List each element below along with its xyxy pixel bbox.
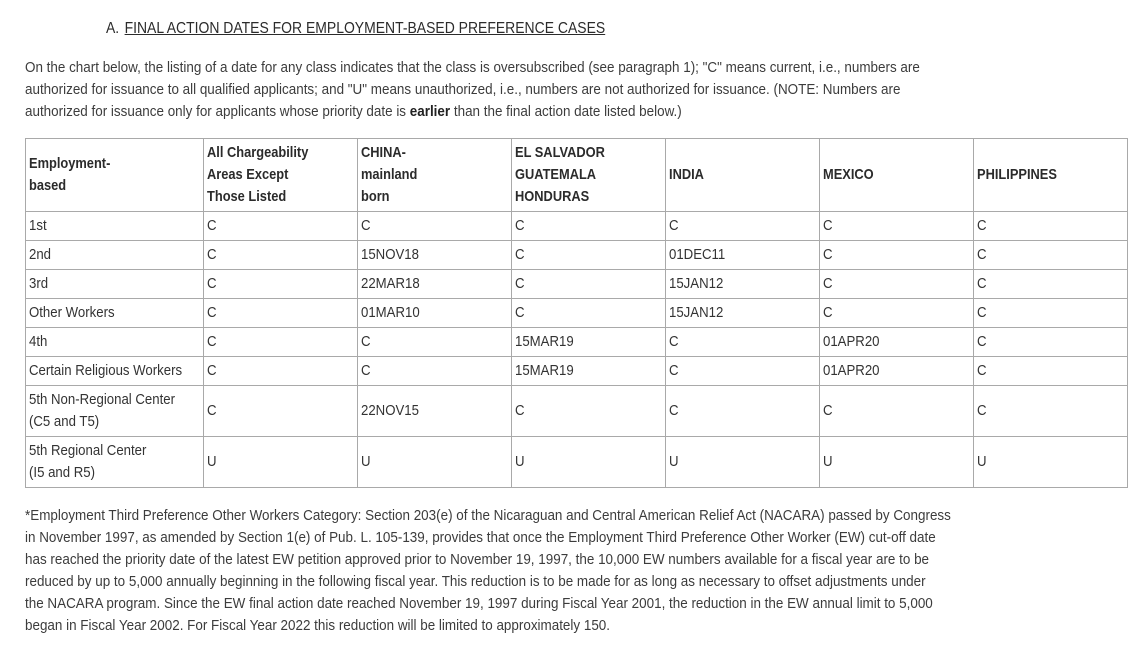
date-cell (819, 212, 973, 241)
date-value: 01MAR10 (360, 304, 420, 321)
column-header (357, 139, 511, 212)
date-value: C (206, 362, 217, 379)
date-cell (665, 437, 819, 488)
date-cell (357, 270, 511, 299)
date-cell (203, 241, 357, 270)
date-value: C (206, 246, 217, 263)
date-cell (819, 328, 973, 357)
date-value: C (822, 304, 833, 321)
date-cell (511, 328, 665, 357)
date-cell (511, 241, 665, 270)
intro-emphasis: earlier (409, 103, 451, 120)
date-cell (357, 386, 511, 437)
date-cell (819, 357, 973, 386)
column-header (973, 139, 1127, 212)
date-cell (357, 212, 511, 241)
date-cell (511, 357, 665, 386)
date-cell (665, 212, 819, 241)
date-cell (357, 241, 511, 270)
footnote-paragraph (25, 505, 999, 637)
row-category-label: 5th Regional Center (I5 and R5) (29, 442, 147, 481)
row-category-label: 5th Non-Regional Center (C5 and T5) (29, 391, 176, 430)
date-value: C (822, 217, 833, 234)
footnote-line: *Employment Third Preference Other Workers Category: Section 203(e) of the Nicaraguan and Central American Relief Act (NACARA) passed by Congress (25, 507, 951, 524)
date-cell (819, 270, 973, 299)
date-value: C (206, 333, 217, 350)
date-cell (511, 299, 665, 328)
intro-line (25, 101, 981, 123)
date-cell (973, 328, 1127, 357)
table-row (26, 241, 1128, 270)
table-row (26, 299, 1128, 328)
date-value: C (822, 402, 833, 419)
column-header-label: CHINA- mainland born (360, 145, 418, 205)
column-header-label: INDIA (668, 167, 704, 183)
section-heading (106, 20, 605, 38)
footnote-line: began in Fiscal Year 2002. For Fiscal Year 2022 this reduction will be limited to approximately 150. (25, 617, 611, 634)
date-cell (203, 357, 357, 386)
section-letter: A. (106, 20, 120, 37)
date-value: 01APR20 (822, 362, 880, 379)
intro-line: authorized for issuance to all qualified applicants; and "U" means unauthorized, i.e., numbers are not authorized for issuance. (NOTE: Numbers are (25, 81, 901, 98)
final-action-dates-table (25, 138, 1128, 488)
date-value: C (360, 217, 371, 234)
date-value: C (206, 217, 217, 234)
table-row (26, 386, 1128, 437)
footnote-line: in November 1997, as amended by Section 1(e) of Pub. L. 105-139, provides that once the Employment Third Preference Other Worker (EW) cut-off date (25, 529, 936, 546)
column-header (203, 139, 357, 212)
intro-line: On the chart below, the listing of a date for any class indicates that the class is oversubscribed (see paragraph 1); "C" means current, i.e., numbers are (25, 59, 920, 76)
date-value: 15JAN12 (668, 304, 724, 321)
column-header-label: MEXICO (822, 167, 874, 183)
date-value: U (206, 453, 217, 470)
row-category-cell (26, 212, 204, 241)
date-cell (511, 270, 665, 299)
table-body (26, 212, 1128, 488)
date-value: C (206, 275, 217, 292)
date-cell (665, 241, 819, 270)
row-category-label: Other Workers (29, 304, 115, 321)
date-value: C (206, 402, 217, 419)
date-cell (203, 299, 357, 328)
date-value: C (668, 402, 679, 419)
date-cell (973, 437, 1127, 488)
date-value: C (976, 217, 987, 234)
row-category-label: 3rd (29, 275, 49, 292)
column-header (819, 139, 973, 212)
date-value: 01APR20 (822, 333, 880, 350)
date-cell (203, 270, 357, 299)
date-value: 15MAR19 (514, 362, 574, 379)
date-cell (973, 357, 1127, 386)
row-category-cell (26, 241, 204, 270)
date-value: U (514, 453, 525, 470)
date-cell (973, 386, 1127, 437)
date-cell (357, 437, 511, 488)
date-cell (665, 357, 819, 386)
date-cell (357, 328, 511, 357)
table-row (26, 437, 1128, 488)
date-cell (665, 299, 819, 328)
date-value: C (976, 275, 987, 292)
date-cell (203, 212, 357, 241)
date-cell (973, 241, 1127, 270)
date-cell (973, 270, 1127, 299)
row-category-cell (26, 299, 204, 328)
date-value: U (976, 453, 987, 470)
date-value: C (360, 333, 371, 350)
date-cell (665, 328, 819, 357)
date-cell (511, 386, 665, 437)
row-category-label: Certain Religious Workers (29, 362, 183, 379)
row-category-label: 2nd (29, 246, 52, 263)
intro-text: than the final action date listed below.) (450, 103, 682, 120)
table-row (26, 357, 1128, 386)
column-header-label: PHILIPPINES (976, 167, 1057, 183)
date-value: 15MAR19 (514, 333, 574, 350)
column-header-label: EL SALVADOR GUATEMALA HONDURAS (514, 145, 605, 205)
date-value: C (668, 333, 679, 350)
date-value: C (514, 217, 525, 234)
column-header (665, 139, 819, 212)
table-header-row (26, 139, 1128, 212)
date-cell (357, 299, 511, 328)
row-category-cell (26, 437, 204, 488)
date-cell (203, 328, 357, 357)
table-row (26, 270, 1128, 299)
date-cell (203, 437, 357, 488)
date-value: 15JAN12 (668, 275, 724, 292)
date-value: C (668, 217, 679, 234)
footnote-line: has reached the priority date of the latest EW petition approved prior to November 19, 1997, the 10,000 EW numbers available for a fiscal year are to be (25, 551, 930, 568)
date-cell (819, 241, 973, 270)
date-value: C (976, 402, 987, 419)
section-title: FINAL ACTION DATES FOR EMPLOYMENT-BASED PREFERENCE CASES (124, 20, 606, 37)
column-header-label: All Chargeability Areas Except Those Listed (206, 145, 309, 205)
date-value: C (206, 304, 217, 321)
intro-text: authorized for issuance only for applicants whose priority date is (25, 103, 410, 120)
footnote-line: reduced by up to 5,000 annually beginning in the following fiscal year. This reduction is to be made for as long as necessary to offset adjustments under (25, 573, 926, 590)
date-cell (357, 357, 511, 386)
date-cell (203, 386, 357, 437)
date-value: C (360, 362, 371, 379)
row-category-cell (26, 357, 204, 386)
row-category-label: 1st (29, 217, 47, 234)
date-value: 22NOV15 (360, 402, 419, 419)
date-cell (511, 437, 665, 488)
row-category-label: 4th (29, 333, 48, 350)
date-value: C (822, 246, 833, 263)
date-value: C (976, 246, 987, 263)
date-value: C (514, 246, 525, 263)
date-value: 22MAR18 (360, 275, 420, 292)
date-value: C (976, 333, 987, 350)
table-row (26, 212, 1128, 241)
row-category-cell (26, 386, 204, 437)
column-header (26, 139, 204, 212)
date-cell (665, 386, 819, 437)
date-value: 01DEC11 (668, 246, 726, 263)
date-cell (819, 437, 973, 488)
footnote-line: the NACARA program. Since the EW final action date reached November 19, 1997 during Fiscal Year 2001, the reduction in the EW annual limit to 5,000 (25, 595, 933, 612)
date-cell (973, 299, 1127, 328)
date-value: C (976, 304, 987, 321)
date-cell (973, 212, 1127, 241)
date-value: C (514, 275, 525, 292)
date-value: C (514, 304, 525, 321)
column-header-label: Employment- based (29, 156, 111, 194)
date-cell (511, 212, 665, 241)
date-value: C (668, 362, 679, 379)
date-cell (665, 270, 819, 299)
date-value: C (822, 275, 833, 292)
column-header (511, 139, 665, 212)
date-value: C (976, 362, 987, 379)
date-cell (819, 386, 973, 437)
table-row (26, 328, 1128, 357)
date-value: U (668, 453, 679, 470)
date-value: 15NOV18 (360, 246, 419, 263)
intro-paragraph (25, 57, 981, 123)
row-category-cell (26, 270, 204, 299)
date-value: U (360, 453, 371, 470)
row-category-cell (26, 328, 204, 357)
date-value: U (822, 453, 833, 470)
date-cell (819, 299, 973, 328)
date-value: C (514, 402, 525, 419)
